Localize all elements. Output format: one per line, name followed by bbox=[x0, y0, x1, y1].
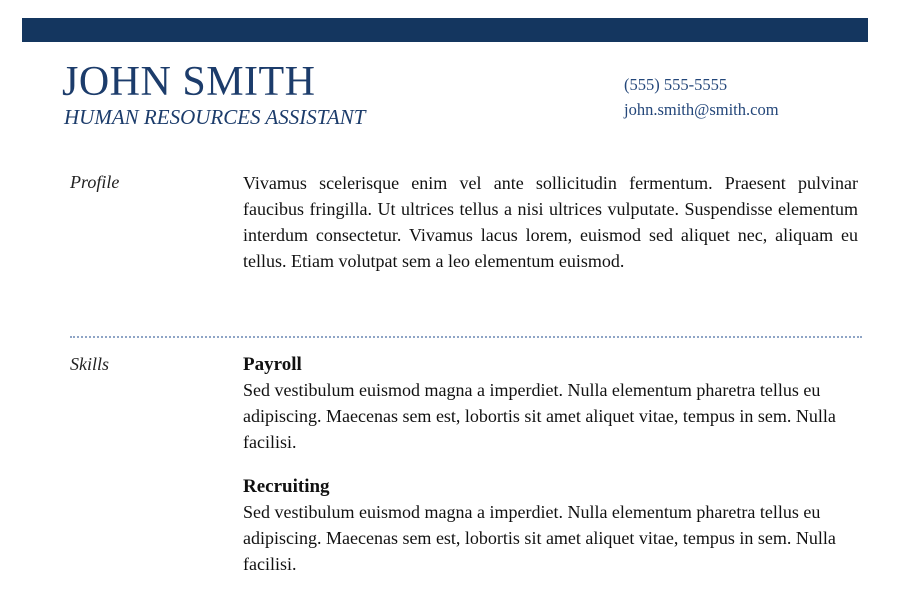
contact-phone[interactable]: (555) 555-5555 bbox=[624, 75, 728, 94]
skill-item-payroll bbox=[243, 352, 843, 455]
section-divider bbox=[70, 336, 862, 338]
profile-section-label: Profile bbox=[70, 172, 120, 192]
contact-email[interactable]: john.smith@smith.com bbox=[624, 100, 779, 119]
profile-text: Vivamus scelerisque enim vel ante sollicitudin fermentum. Praesent pulvinar faucibus fringilla. Ut ultrices tellus a nisi ultrices vulputate. Suspendisse elementum interdum consectetur. Vivamus lacus lorem, euismod sed aliquet nec, aliquam eu tellus. Etiam volutpat sem a leo elementum euismod. bbox=[243, 173, 858, 271]
resume-name: JOHN SMITH bbox=[62, 59, 316, 105]
contact-info bbox=[624, 72, 779, 122]
header-accent-bar bbox=[22, 18, 868, 42]
resume-job-title: HUMAN RESOURCES ASSISTANT bbox=[64, 105, 366, 129]
skill-title: Recruiting bbox=[243, 476, 330, 497]
skill-description: Sed vestibulum euismod magna a imperdiet. Nulla elementum pharetra tellus eu adipiscing. Maecenas sem est, lobortis sit amet aliquet vitae, tempus in sem. Nulla facilisi. bbox=[243, 380, 836, 452]
skill-description: Sed vestibulum euismod magna a imperdiet. Nulla elementum pharetra tellus eu adipiscing. Maecenas sem est, lobortis sit amet aliquet vitae, tempus in sem. Nulla facilisi. bbox=[243, 502, 836, 574]
skills-section-label: Skills bbox=[70, 354, 109, 374]
skill-item-recruiting bbox=[243, 474, 843, 577]
skill-title: Payroll bbox=[243, 354, 302, 375]
